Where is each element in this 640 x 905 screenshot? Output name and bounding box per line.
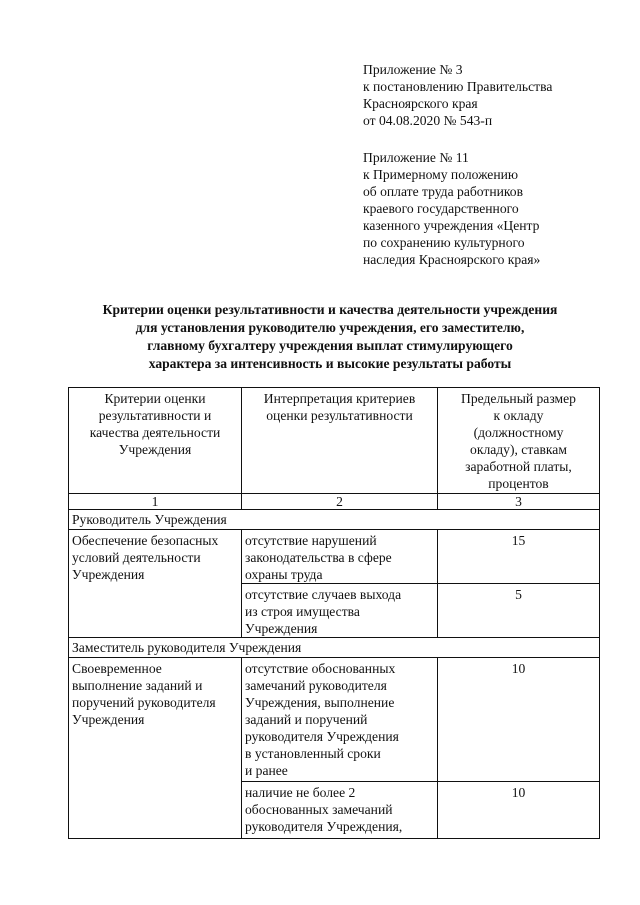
header-line: оценки результативности	[266, 408, 413, 423]
interpretation-line: охраны труда	[245, 567, 323, 582]
header-line: окладу), ставкам	[470, 442, 567, 457]
criterion-line: Учреждения	[72, 567, 145, 582]
interpretation-line: руководителя Учреждения	[245, 729, 399, 744]
interpretation-line: из строя имущества	[245, 604, 360, 619]
criterion-cell	[69, 658, 242, 839]
interpretation-cell	[242, 658, 438, 782]
value-cell: 10	[438, 658, 600, 782]
criterion-line: Обеспечение безопасных	[72, 533, 219, 548]
column-numbers-row	[69, 494, 600, 510]
header-line: заработной платы,	[465, 459, 572, 474]
header-interpretation	[242, 388, 438, 494]
appendix-line: краевого государственного	[363, 201, 519, 216]
interpretation-cell	[242, 530, 438, 584]
header-criteria	[69, 388, 242, 494]
appendix-line: казенного учреждения «Центр	[363, 218, 540, 233]
appendix-line: наследия Красноярского края»	[363, 252, 541, 267]
interpretation-line: обоснованных замечаний	[245, 802, 393, 817]
header-line: Предельный размер	[461, 391, 576, 406]
title-line: Критерии оценки результативности и качества деятельности учреждения	[102, 302, 558, 317]
column-number: 2	[242, 494, 438, 510]
criterion-cell	[69, 530, 242, 638]
header-line: процентов	[488, 476, 549, 491]
value-cell: 10	[438, 782, 600, 839]
header-line: Учреждения	[118, 442, 192, 457]
table-header-row	[69, 388, 600, 494]
interpretation-line: в установленный сроки	[245, 746, 381, 761]
appendix-line: Приложение № 11	[363, 150, 469, 165]
value-cell: 15	[438, 530, 600, 584]
interpretation-line: отсутствие обоснованных	[245, 661, 396, 676]
column-number: 1	[69, 494, 242, 510]
interpretation-line: законодательства в сфере	[245, 550, 392, 565]
criterion-line: выполнение заданий и	[72, 678, 203, 693]
header-line: качества деятельности	[89, 425, 221, 440]
appendix-line: Приложение № 3	[363, 62, 463, 77]
header-line: к окладу	[493, 408, 544, 423]
document-title	[70, 301, 590, 373]
criterion-line: Своевременное	[72, 661, 162, 676]
interpretation-line: и ранее	[245, 763, 288, 778]
column-number: 3	[438, 494, 600, 510]
header-line: результативности и	[98, 408, 212, 423]
criterion-line: поручений руководителя	[72, 695, 216, 710]
header-max-size	[438, 388, 600, 494]
section-title: Руководитель Учреждения	[69, 510, 600, 530]
interpretation-cell	[242, 782, 438, 839]
table-row	[69, 530, 600, 584]
section-row	[69, 638, 600, 658]
header-line: (должностному	[473, 425, 564, 440]
interpretation-line: заданий и поручений	[245, 712, 368, 727]
interpretation-line: отсутствие нарушений	[245, 533, 377, 548]
table-row	[69, 658, 600, 782]
title-line: главному бухгалтеру учреждения выплат стимулирующего	[147, 338, 513, 353]
interpretation-line: замечаний руководителя	[245, 678, 387, 693]
appendix-line: Красноярского края	[363, 96, 478, 111]
title-line: характера за интенсивность и высокие результаты работы	[148, 356, 512, 371]
interpretation-line: Учреждения	[245, 621, 318, 636]
interpretation-line: Учреждения, выполнение	[245, 695, 395, 710]
criterion-line: Учреждения	[72, 712, 145, 727]
criteria-table	[68, 387, 600, 839]
value-cell: 5	[438, 584, 600, 638]
appendix-line: к постановлению Правительства	[363, 79, 553, 94]
appendix-3-reference	[363, 61, 623, 129]
appendix-11-reference	[363, 149, 623, 268]
interpretation-line: отсутствие случаев выхода	[245, 587, 402, 602]
appendix-line: об оплате труда работников	[363, 184, 524, 199]
interpretation-line: наличие не более 2	[245, 785, 356, 800]
criterion-line: условий деятельности	[72, 550, 201, 565]
title-line: для установления руководителю учреждения, его заместителю,	[135, 320, 525, 335]
header-line: Интерпретация критериев	[263, 391, 416, 406]
interpretation-cell	[242, 584, 438, 638]
section-title: Заместитель руководителя Учреждения	[69, 638, 600, 658]
appendix-line: от 04.08.2020 № 543-п	[363, 113, 493, 128]
section-row	[69, 510, 600, 530]
interpretation-line: руководителя Учреждения,	[245, 819, 403, 834]
appendix-line: по сохранению культурного	[363, 235, 525, 250]
header-line: Критерии оценки	[104, 391, 206, 406]
appendix-line: к Примерному положению	[363, 167, 519, 182]
